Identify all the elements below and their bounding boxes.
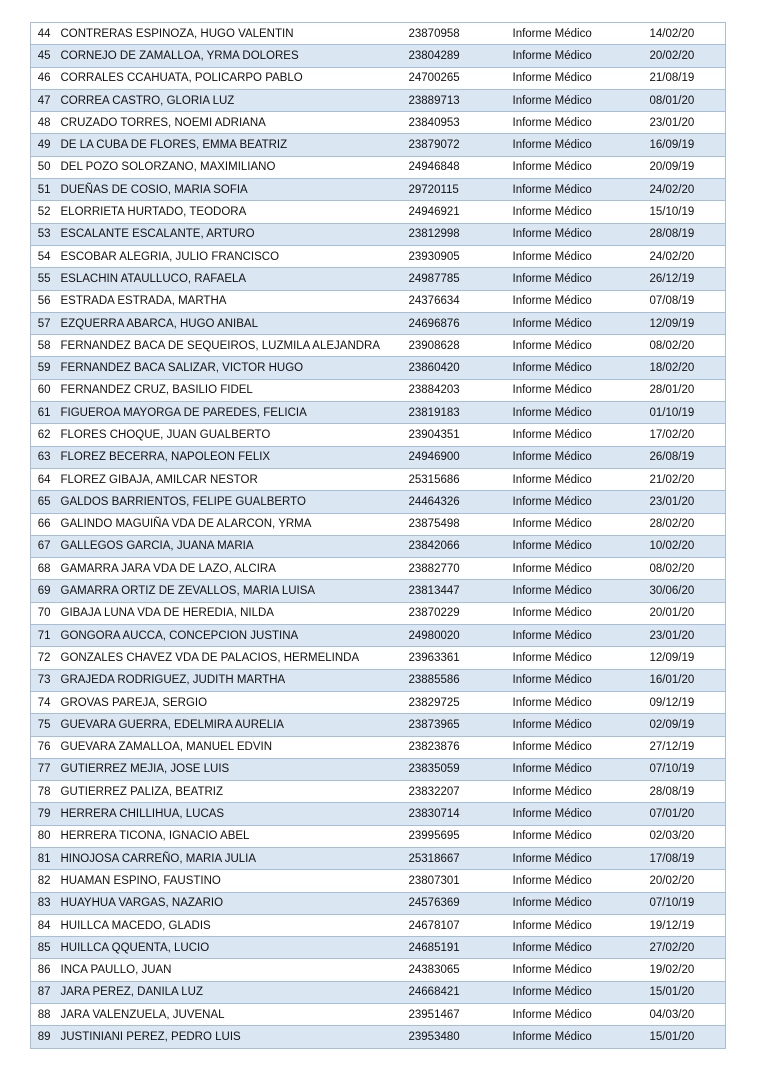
document-type: Informe Médico (509, 179, 646, 201)
table-row (31, 491, 726, 513)
table-row (31, 535, 726, 557)
table-row (31, 714, 726, 736)
person-name: GUEVARA GUERRA, EDELMIRA AURELIA (57, 714, 405, 736)
dni-number: 24946921 (405, 201, 509, 223)
document-type: Informe Médico (509, 781, 646, 803)
record-date: 19/02/20 (646, 959, 726, 981)
record-date: 23/01/20 (646, 625, 726, 647)
person-name: ESLACHIN ATAULLUCO, RAFAELA (57, 268, 405, 290)
record-date: 10/02/20 (646, 535, 726, 557)
person-name: GONGORA AUCCA, CONCEPCION JUSTINA (57, 625, 405, 647)
record-date: 12/09/19 (646, 312, 726, 334)
dni-number: 24700265 (405, 67, 509, 89)
record-date: 20/02/20 (646, 870, 726, 892)
document-type: Informe Médico (509, 1004, 646, 1026)
person-name: FERNANDEZ CRUZ, BASILIO FIDEL (57, 379, 405, 401)
table-row (31, 268, 726, 290)
dni-number: 23963361 (405, 647, 509, 669)
dni-number: 24685191 (405, 937, 509, 959)
dni-number: 24383065 (405, 959, 509, 981)
document-type: Informe Médico (509, 580, 646, 602)
document-type: Informe Médico (509, 134, 646, 156)
document-type: Informe Médico (509, 1026, 646, 1048)
person-name: HUAYHUA VARGAS, NAZARIO (57, 892, 405, 914)
row-number: 57 (31, 312, 57, 334)
record-date: 23/01/20 (646, 491, 726, 513)
record-date: 21/08/19 (646, 67, 726, 89)
dni-number: 24668421 (405, 981, 509, 1003)
document-type: Informe Médico (509, 625, 646, 647)
dni-number: 24987785 (405, 268, 509, 290)
table-row (31, 179, 726, 201)
table-row (31, 223, 726, 245)
dni-number: 23860420 (405, 357, 509, 379)
dni-number: 23882770 (405, 558, 509, 580)
row-number: 53 (31, 223, 57, 245)
table-row (31, 67, 726, 89)
record-date: 30/06/20 (646, 580, 726, 602)
row-number: 89 (31, 1026, 57, 1048)
document-type: Informe Médico (509, 892, 646, 914)
dni-number: 24946900 (405, 446, 509, 468)
document-type: Informe Médico (509, 357, 646, 379)
record-date: 16/09/19 (646, 134, 726, 156)
record-date: 28/02/20 (646, 513, 726, 535)
record-date: 28/08/19 (646, 223, 726, 245)
record-date: 15/10/19 (646, 201, 726, 223)
record-date: 07/01/20 (646, 803, 726, 825)
row-number: 68 (31, 558, 57, 580)
person-name: GAMARRA JARA VDA DE LAZO, ALCIRA (57, 558, 405, 580)
record-date: 15/01/20 (646, 1026, 726, 1048)
dni-number: 23879072 (405, 134, 509, 156)
document-type: Informe Médico (509, 112, 646, 134)
table-row (31, 736, 726, 758)
document-type: Informe Médico (509, 558, 646, 580)
document-type: Informe Médico (509, 67, 646, 89)
dni-number: 23813447 (405, 580, 509, 602)
table-row (31, 424, 726, 446)
person-name: HINOJOSA CARREÑO, MARIA JULIA (57, 847, 405, 869)
document-type: Informe Médico (509, 23, 646, 45)
row-number: 73 (31, 669, 57, 691)
person-name: JUSTINIANI PEREZ, PEDRO LUIS (57, 1026, 405, 1048)
dni-number: 23807301 (405, 870, 509, 892)
record-date: 20/01/20 (646, 602, 726, 624)
document-type: Informe Médico (509, 89, 646, 111)
row-number: 54 (31, 245, 57, 267)
document-type: Informe Médico (509, 379, 646, 401)
table-row (31, 468, 726, 490)
dni-number: 23884203 (405, 379, 509, 401)
document-type: Informe Médico (509, 914, 646, 936)
person-name: FLORES CHOQUE, JUAN GUALBERTO (57, 424, 405, 446)
table-row (31, 691, 726, 713)
person-name: GUTIERREZ MEJIA, JOSE LUIS (57, 758, 405, 780)
record-date: 12/09/19 (646, 647, 726, 669)
person-name: INCA PAULLO, JUAN (57, 959, 405, 981)
dni-number: 24464326 (405, 491, 509, 513)
record-date: 24/02/20 (646, 179, 726, 201)
row-number: 67 (31, 535, 57, 557)
row-number: 79 (31, 803, 57, 825)
row-number: 58 (31, 335, 57, 357)
person-name: GUTIERREZ PALIZA, BEATRIZ (57, 781, 405, 803)
document-type: Informe Médico (509, 513, 646, 535)
row-number: 56 (31, 290, 57, 312)
table-row (31, 402, 726, 424)
dni-number: 23870958 (405, 23, 509, 45)
row-number: 82 (31, 870, 57, 892)
person-name: HUILLCA MACEDO, GLADIS (57, 914, 405, 936)
row-number: 86 (31, 959, 57, 981)
document-type: Informe Médico (509, 669, 646, 691)
person-name: CONTRERAS ESPINOZA, HUGO VALENTIN (57, 23, 405, 45)
person-name: FERNANDEZ BACA DE SEQUEIROS, LUZMILA ALEJANDRA (57, 335, 405, 357)
document-type: Informe Médico (509, 803, 646, 825)
row-number: 52 (31, 201, 57, 223)
record-date: 20/09/19 (646, 156, 726, 178)
person-name: ESCALANTE ESCALANTE, ARTURO (57, 223, 405, 245)
person-name: JARA VALENZUELA, JUVENAL (57, 1004, 405, 1026)
row-number: 51 (31, 179, 57, 201)
person-name: DUEÑAS DE COSIO, MARIA SOFIA (57, 179, 405, 201)
document-type: Informe Médico (509, 825, 646, 847)
row-number: 63 (31, 446, 57, 468)
record-date: 27/02/20 (646, 937, 726, 959)
record-date: 07/08/19 (646, 290, 726, 312)
document-type: Informe Médico (509, 290, 646, 312)
record-date: 23/01/20 (646, 112, 726, 134)
row-number: 75 (31, 714, 57, 736)
document-type: Informe Médico (509, 156, 646, 178)
table-row (31, 914, 726, 936)
person-name: FERNANDEZ BACA SALIZAR, VICTOR HUGO (57, 357, 405, 379)
dni-number: 29720115 (405, 179, 509, 201)
person-name: FLOREZ GIBAJA, AMILCAR NESTOR (57, 468, 405, 490)
dni-number: 23889713 (405, 89, 509, 111)
record-date: 15/01/20 (646, 981, 726, 1003)
table-row (31, 134, 726, 156)
row-number: 55 (31, 268, 57, 290)
dni-number: 23885586 (405, 669, 509, 691)
table-row (31, 446, 726, 468)
table-row (31, 201, 726, 223)
table-row (31, 870, 726, 892)
row-number: 88 (31, 1004, 57, 1026)
table-row (31, 45, 726, 67)
dni-number: 23842066 (405, 535, 509, 557)
row-number: 61 (31, 402, 57, 424)
person-name: GRAJEDA RODRIGUEZ, JUDITH MARTHA (57, 669, 405, 691)
table-row (31, 245, 726, 267)
row-number: 46 (31, 67, 57, 89)
dni-number: 24576369 (405, 892, 509, 914)
document-type: Informe Médico (509, 647, 646, 669)
row-number: 78 (31, 781, 57, 803)
records-table (30, 22, 726, 1049)
table-row (31, 937, 726, 959)
row-number: 60 (31, 379, 57, 401)
row-number: 87 (31, 981, 57, 1003)
table-row (31, 357, 726, 379)
record-date: 07/10/19 (646, 758, 726, 780)
record-date: 28/01/20 (646, 379, 726, 401)
dni-number: 23873965 (405, 714, 509, 736)
table-row (31, 647, 726, 669)
person-name: GALLEGOS GARCIA, JUANA MARIA (57, 535, 405, 557)
row-number: 49 (31, 134, 57, 156)
document-type: Informe Médico (509, 446, 646, 468)
table-row (31, 959, 726, 981)
row-number: 65 (31, 491, 57, 513)
person-name: EZQUERRA ABARCA, HUGO ANIBAL (57, 312, 405, 334)
table-row (31, 781, 726, 803)
table-row (31, 669, 726, 691)
table-row (31, 89, 726, 111)
dni-number: 23995695 (405, 825, 509, 847)
table-row (31, 825, 726, 847)
table-row (31, 558, 726, 580)
row-number: 45 (31, 45, 57, 67)
row-number: 44 (31, 23, 57, 45)
record-date: 27/12/19 (646, 736, 726, 758)
document-type: Informe Médico (509, 981, 646, 1003)
record-date: 26/12/19 (646, 268, 726, 290)
table-row (31, 625, 726, 647)
dni-number: 23840953 (405, 112, 509, 134)
table-row (31, 602, 726, 624)
person-name: HUILLCA QQUENTA, LUCIO (57, 937, 405, 959)
dni-number: 23870229 (405, 602, 509, 624)
person-name: GIBAJA LUNA VDA DE HEREDIA, NILDA (57, 602, 405, 624)
record-date: 28/08/19 (646, 781, 726, 803)
dni-number: 23930905 (405, 245, 509, 267)
person-name: CORNEJO DE ZAMALLOA, YRMA DOLORES (57, 45, 405, 67)
record-date: 08/02/20 (646, 335, 726, 357)
person-name: GALDOS BARRIENTOS, FELIPE GUALBERTO (57, 491, 405, 513)
table-row (31, 312, 726, 334)
table-row (31, 335, 726, 357)
row-number: 48 (31, 112, 57, 134)
document-type: Informe Médico (509, 335, 646, 357)
record-date: 20/02/20 (646, 45, 726, 67)
person-name: FLOREZ BECERRA, NAPOLEON FELIX (57, 446, 405, 468)
document-type: Informe Médico (509, 758, 646, 780)
row-number: 50 (31, 156, 57, 178)
person-name: CORREA CASTRO, GLORIA LUZ (57, 89, 405, 111)
record-date: 16/01/20 (646, 669, 726, 691)
record-date: 07/10/19 (646, 892, 726, 914)
row-number: 69 (31, 580, 57, 602)
document-type: Informe Médico (509, 602, 646, 624)
record-date: 09/12/19 (646, 691, 726, 713)
record-date: 02/03/20 (646, 825, 726, 847)
person-name: HERRERA CHILLIHUA, LUCAS (57, 803, 405, 825)
document-type: Informe Médico (509, 959, 646, 981)
document-type: Informe Médico (509, 491, 646, 513)
dni-number: 23953480 (405, 1026, 509, 1048)
row-number: 77 (31, 758, 57, 780)
document-type: Informe Médico (509, 937, 646, 959)
document-type: Informe Médico (509, 45, 646, 67)
person-name: JARA PEREZ, DANILA LUZ (57, 981, 405, 1003)
dni-number: 23804289 (405, 45, 509, 67)
dni-number: 25318667 (405, 847, 509, 869)
record-date: 14/02/20 (646, 23, 726, 45)
person-name: ELORRIETA HURTADO, TEODORA (57, 201, 405, 223)
table-row (31, 981, 726, 1003)
table-row (31, 290, 726, 312)
person-name: GUEVARA ZAMALLOA, MANUEL EDVIN (57, 736, 405, 758)
table-row (31, 379, 726, 401)
record-date: 01/10/19 (646, 402, 726, 424)
document-type: Informe Médico (509, 691, 646, 713)
row-number: 84 (31, 914, 57, 936)
person-name: HUAMAN ESPINO, FAUSTINO (57, 870, 405, 892)
row-number: 59 (31, 357, 57, 379)
table-row (31, 112, 726, 134)
dni-number: 24696876 (405, 312, 509, 334)
row-number: 74 (31, 691, 57, 713)
table-row (31, 580, 726, 602)
record-date: 21/02/20 (646, 468, 726, 490)
person-name: DE LA CUBA DE FLORES, EMMA BEATRIZ (57, 134, 405, 156)
person-name: ESCOBAR ALEGRIA, JULIO FRANCISCO (57, 245, 405, 267)
person-name: ESTRADA ESTRADA, MARTHA (57, 290, 405, 312)
person-name: GROVAS PAREJA, SERGIO (57, 691, 405, 713)
dni-number: 23823876 (405, 736, 509, 758)
row-number: 80 (31, 825, 57, 847)
table-row (31, 758, 726, 780)
table-row (31, 803, 726, 825)
document-type: Informe Médico (509, 402, 646, 424)
record-date: 08/01/20 (646, 89, 726, 111)
document-type: Informe Médico (509, 223, 646, 245)
row-number: 62 (31, 424, 57, 446)
dni-number: 23812998 (405, 223, 509, 245)
document-type: Informe Médico (509, 245, 646, 267)
document-type: Informe Médico (509, 847, 646, 869)
document-type: Informe Médico (509, 714, 646, 736)
dni-number: 23819183 (405, 402, 509, 424)
person-name: DEL POZO SOLORZANO, MAXIMILIANO (57, 156, 405, 178)
dni-number: 23951467 (405, 1004, 509, 1026)
person-name: HERRERA TICONA, IGNACIO ABEL (57, 825, 405, 847)
table-row (31, 23, 726, 45)
row-number: 71 (31, 625, 57, 647)
dni-number: 23832207 (405, 781, 509, 803)
record-date: 08/02/20 (646, 558, 726, 580)
record-date: 02/09/19 (646, 714, 726, 736)
table-row (31, 1004, 726, 1026)
row-number: 66 (31, 513, 57, 535)
dni-number: 23908628 (405, 335, 509, 357)
document-type: Informe Médico (509, 736, 646, 758)
document-type: Informe Médico (509, 201, 646, 223)
person-name: CRUZADO TORRES, NOEMI ADRIANA (57, 112, 405, 134)
table-row (31, 156, 726, 178)
document-type: Informe Médico (509, 535, 646, 557)
dni-number: 23830714 (405, 803, 509, 825)
dni-number: 24678107 (405, 914, 509, 936)
dni-number: 24946848 (405, 156, 509, 178)
record-date: 04/03/20 (646, 1004, 726, 1026)
document-type: Informe Médico (509, 268, 646, 290)
dni-number: 23875498 (405, 513, 509, 535)
row-number: 76 (31, 736, 57, 758)
dni-number: 23835059 (405, 758, 509, 780)
row-number: 83 (31, 892, 57, 914)
row-number: 81 (31, 847, 57, 869)
document-type: Informe Médico (509, 870, 646, 892)
document-type: Informe Médico (509, 468, 646, 490)
person-name: GALINDO MAGUIÑA VDA DE ALARCON, YRMA (57, 513, 405, 535)
person-name: FIGUEROA MAYORGA DE PAREDES, FELICIA (57, 402, 405, 424)
row-number: 47 (31, 89, 57, 111)
record-date: 18/02/20 (646, 357, 726, 379)
document-type: Informe Médico (509, 424, 646, 446)
person-name: CORRALES CCAHUATA, POLICARPO PABLO (57, 67, 405, 89)
row-number: 72 (31, 647, 57, 669)
document-type: Informe Médico (509, 312, 646, 334)
person-name: GAMARRA ORTIZ DE ZEVALLOS, MARIA LUISA (57, 580, 405, 602)
table-row (31, 892, 726, 914)
table-row (31, 1026, 726, 1048)
dni-number: 24376634 (405, 290, 509, 312)
dni-number: 23904351 (405, 424, 509, 446)
row-number: 70 (31, 602, 57, 624)
records-table-body (31, 23, 726, 1049)
record-date: 26/08/19 (646, 446, 726, 468)
record-date: 19/12/19 (646, 914, 726, 936)
dni-number: 23829725 (405, 691, 509, 713)
person-name: GONZALES CHAVEZ VDA DE PALACIOS, HERMELINDA (57, 647, 405, 669)
dni-number: 25315686 (405, 468, 509, 490)
row-number: 85 (31, 937, 57, 959)
table-row (31, 847, 726, 869)
table-row (31, 513, 726, 535)
dni-number: 24980020 (405, 625, 509, 647)
record-date: 24/02/20 (646, 245, 726, 267)
row-number: 64 (31, 468, 57, 490)
record-date: 17/02/20 (646, 424, 726, 446)
record-date: 17/08/19 (646, 847, 726, 869)
